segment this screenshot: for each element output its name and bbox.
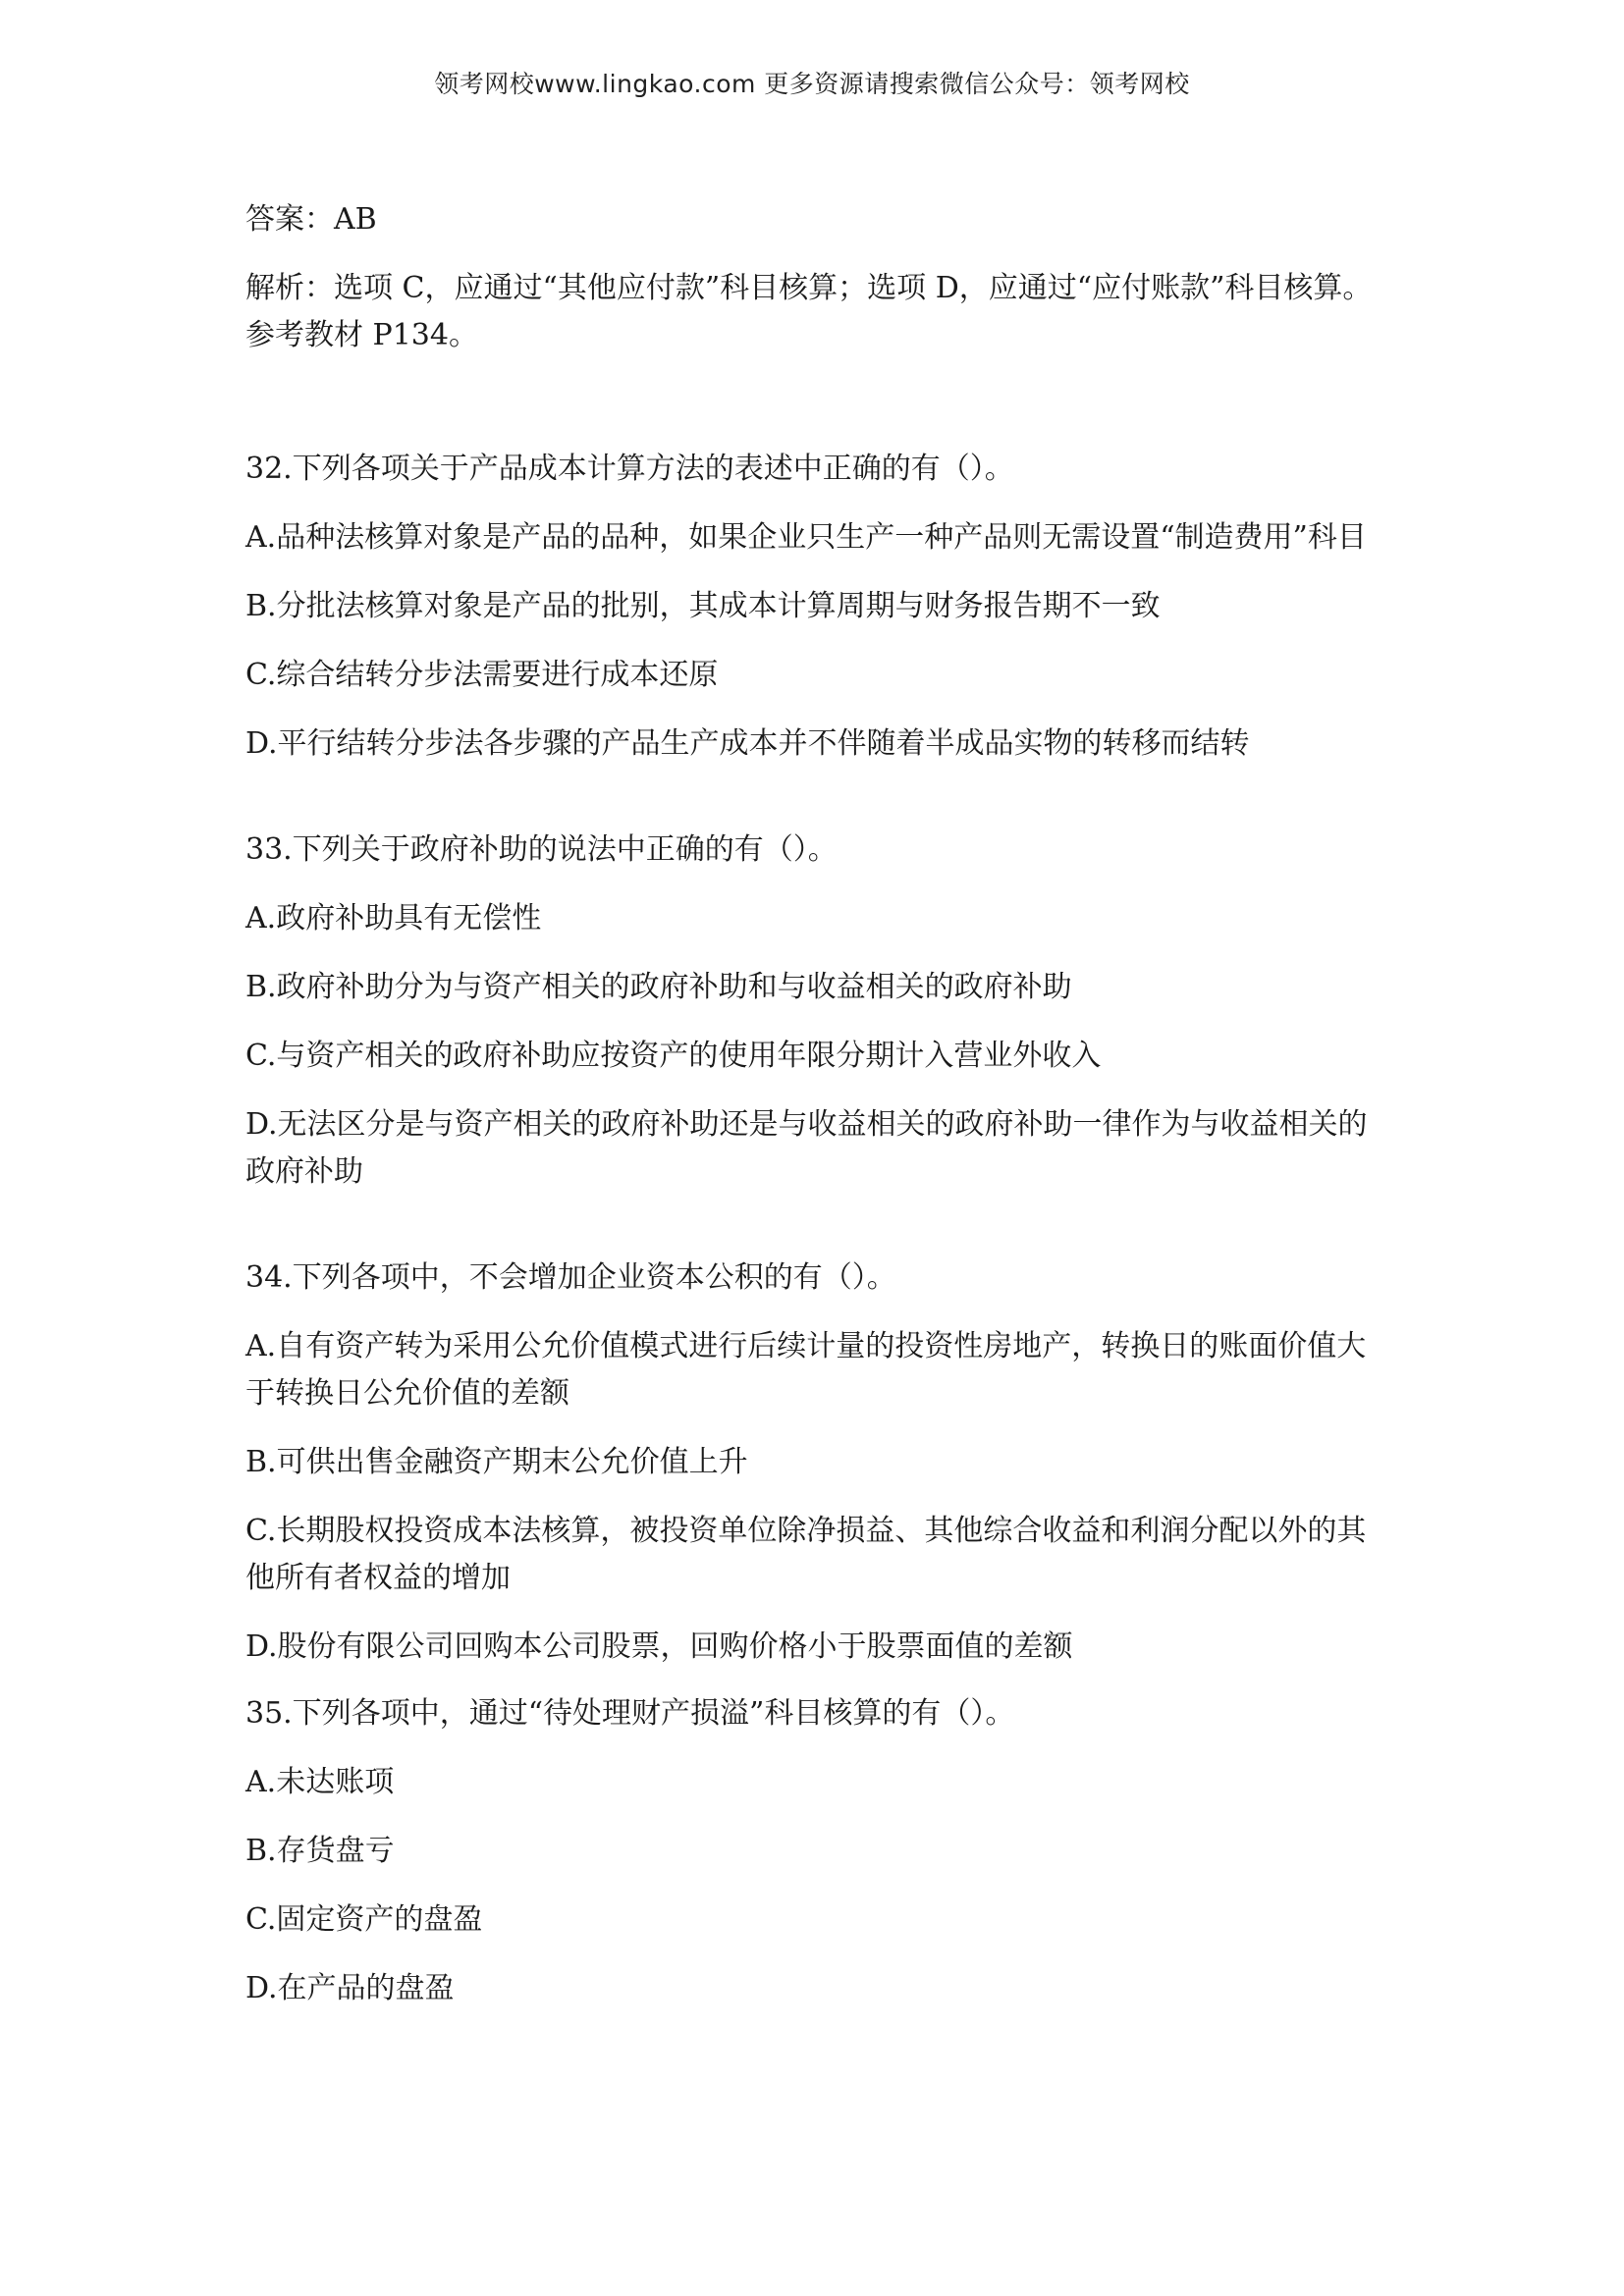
option-d: D.无法区分是与资产相关的政府补助还是与收益相关的政府补助一律作为与收益相关的政府补助 xyxy=(245,1107,1368,1189)
option-c: C.固定资产的盘盈 xyxy=(245,1902,483,1937)
answer-text: 答案：AB xyxy=(245,202,377,237)
question-32 xyxy=(245,446,1394,768)
option-b: B.分批法核算对象是产品的批别，其成本计算周期与财务报告期不一致 xyxy=(245,589,1161,623)
question-35 xyxy=(245,1690,1394,2012)
option-d: D.平行结转分步法各步骤的产品生产成本并不伴随着半成品实物的转移而结转 xyxy=(245,726,1250,761)
option-b: B.可供出售金融资产期末公允价值上升 xyxy=(245,1445,748,1479)
option-c: C.与资产相关的政府补助应按资产的使用年限分期计入营业外收入 xyxy=(245,1039,1102,1073)
option-a: A.自有资产转为采用公允价值模式进行后续计量的投资性房地产，转换日的账面价值大于转换日公允价值的差额 xyxy=(245,1329,1367,1411)
option-a: A.未达账项 xyxy=(245,1765,395,1799)
question-title: 33.下列关于政府补助的说法中正确的有（）。 xyxy=(245,832,838,867)
analysis-text: 解析：选项 C，应通过“其他应付款”科目核算；选项 D，应通过“应付账款”科目核算。参考教材 P134。 xyxy=(245,271,1373,352)
document-body xyxy=(245,196,1394,2034)
option-d: D.股份有限公司回购本公司股票，回购价格小于股票面值的差额 xyxy=(245,1629,1073,1664)
page-header: 领考网校www.lingkao.com 更多资源请搜索微信公众号：领考网校 xyxy=(434,70,1190,98)
option-a: A.品种法核算对象是产品的品种，如果企业只生产一种产品则无需设置“制造费用”科目 xyxy=(245,520,1367,555)
question-34 xyxy=(245,1255,1394,1671)
question-33 xyxy=(245,827,1394,1196)
question-title: 34.下列各项中，不会增加企业资本公积的有（）。 xyxy=(245,1260,896,1295)
option-c: C.综合结转分步法需要进行成本还原 xyxy=(245,658,719,692)
answer-block xyxy=(245,196,1394,359)
option-b: B.政府补助分为与资产相关的政府补助和与收益相关的政府补助 xyxy=(245,970,1072,1004)
question-title: 35.下列各项中，通过“待处理财产损溢”科目核算的有（）。 xyxy=(245,1696,1015,1731)
question-title: 32.下列各项关于产品成本计算方法的表述中正确的有（）。 xyxy=(245,452,1014,486)
option-c: C.长期股权投资成本法核算，被投资单位除净损益、其他综合收益和利润分配以外的其他所有者权益的增加 xyxy=(245,1514,1367,1595)
option-d: D.在产品的盘盈 xyxy=(245,1971,455,2005)
option-b: B.存货盘亏 xyxy=(245,1834,395,1868)
option-a: A.政府补助具有无偿性 xyxy=(245,901,542,935)
